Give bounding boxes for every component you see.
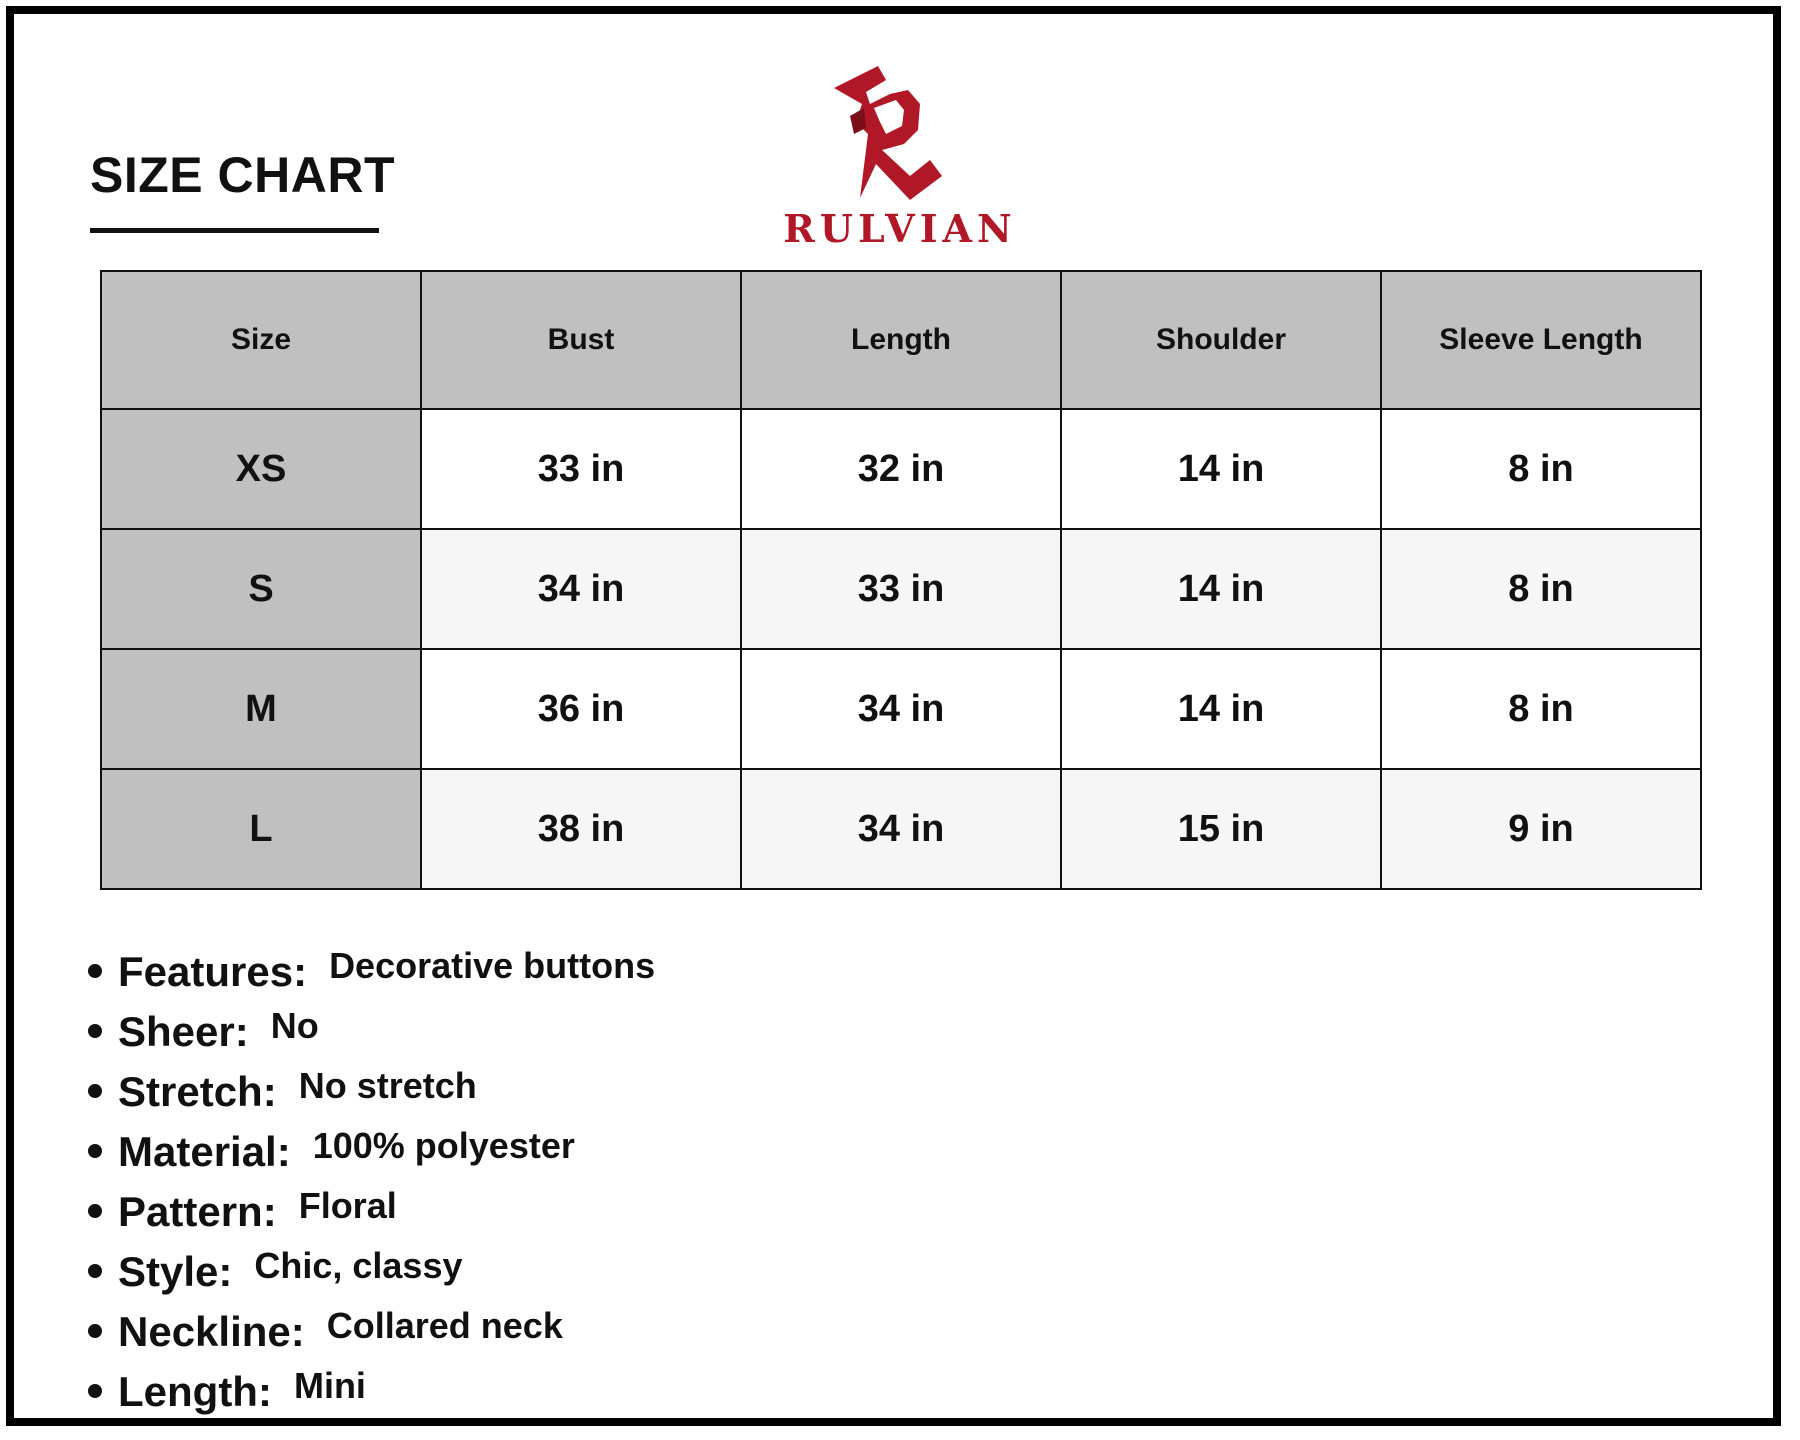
bullet-icon	[88, 1204, 102, 1218]
list-item	[88, 936, 1288, 996]
feature-value: Decorative buttons	[329, 945, 656, 986]
column-header-shoulder: Shoulder	[1061, 271, 1381, 409]
column-header-bust: Bust	[421, 271, 741, 409]
list-item	[88, 1236, 1288, 1296]
shoulder-cell: 15 in	[1061, 769, 1381, 889]
size-cell: M	[101, 649, 421, 769]
size-table	[100, 270, 1702, 890]
column-header-length: Length	[741, 271, 1061, 409]
bullet-icon	[88, 1324, 102, 1338]
feature-label: Style:	[118, 1248, 233, 1295]
list-item	[88, 1356, 1288, 1416]
table-row	[101, 529, 1701, 649]
column-header-size: Size	[101, 271, 421, 409]
feature-value: Collared neck	[326, 1305, 563, 1346]
list-item	[88, 1056, 1288, 1116]
list-item	[88, 996, 1288, 1056]
size-cell: S	[101, 529, 421, 649]
list-item	[88, 1176, 1288, 1236]
bullet-icon	[88, 964, 102, 978]
feature-label: Material:	[118, 1128, 291, 1175]
table-row	[101, 409, 1701, 529]
brand-logo	[780, 60, 1040, 250]
size-cell: XS	[101, 409, 421, 529]
feature-value: 100% polyester	[312, 1125, 575, 1166]
bullet-icon	[88, 1264, 102, 1278]
table-row	[101, 769, 1701, 889]
brand-r-monogram-icon	[830, 64, 960, 204]
title-underline	[90, 228, 379, 233]
feature-value: No stretch	[298, 1065, 477, 1106]
feature-label: Neckline:	[118, 1308, 305, 1355]
sleeve-length-cell: 8 in	[1381, 529, 1701, 649]
list-item	[88, 1116, 1288, 1176]
feature-value: No	[270, 1005, 319, 1046]
length-cell: 32 in	[741, 409, 1061, 529]
bust-cell: 34 in	[421, 529, 741, 649]
table-row	[101, 649, 1701, 769]
shoulder-cell: 14 in	[1061, 649, 1381, 769]
length-cell: 33 in	[741, 529, 1061, 649]
shoulder-cell: 14 in	[1061, 409, 1381, 529]
feature-label: Length:	[118, 1368, 272, 1415]
size-cell: L	[101, 769, 421, 889]
bullet-icon	[88, 1024, 102, 1038]
feature-label: Stretch:	[118, 1068, 277, 1115]
sleeve-length-cell: 8 in	[1381, 649, 1701, 769]
brand-wordmark: RULVIAN	[783, 206, 1017, 251]
feature-list	[88, 936, 1288, 1416]
bullet-icon	[88, 1144, 102, 1158]
feature-value: Mini	[293, 1365, 366, 1406]
length-cell: 34 in	[741, 769, 1061, 889]
feature-value: Floral	[298, 1185, 397, 1226]
list-item	[88, 1296, 1288, 1356]
feature-label: Features:	[118, 948, 308, 995]
sleeve-length-cell: 8 in	[1381, 409, 1701, 529]
sleeve-length-cell: 9 in	[1381, 769, 1701, 889]
feature-value: Chic, classy	[254, 1245, 463, 1286]
feature-label: Pattern:	[118, 1188, 277, 1235]
shoulder-cell: 14 in	[1061, 529, 1381, 649]
column-header-sleeve-length: Sleeve Length	[1381, 271, 1701, 409]
page-title: SIZE CHART	[90, 147, 395, 203]
bust-cell: 38 in	[421, 769, 741, 889]
feature-label: Sheer:	[118, 1008, 249, 1055]
bullet-icon	[88, 1384, 102, 1398]
table-header-row	[101, 271, 1701, 409]
bullet-icon	[88, 1084, 102, 1098]
bust-cell: 36 in	[421, 649, 741, 769]
bust-cell: 33 in	[421, 409, 741, 529]
length-cell: 34 in	[741, 649, 1061, 769]
